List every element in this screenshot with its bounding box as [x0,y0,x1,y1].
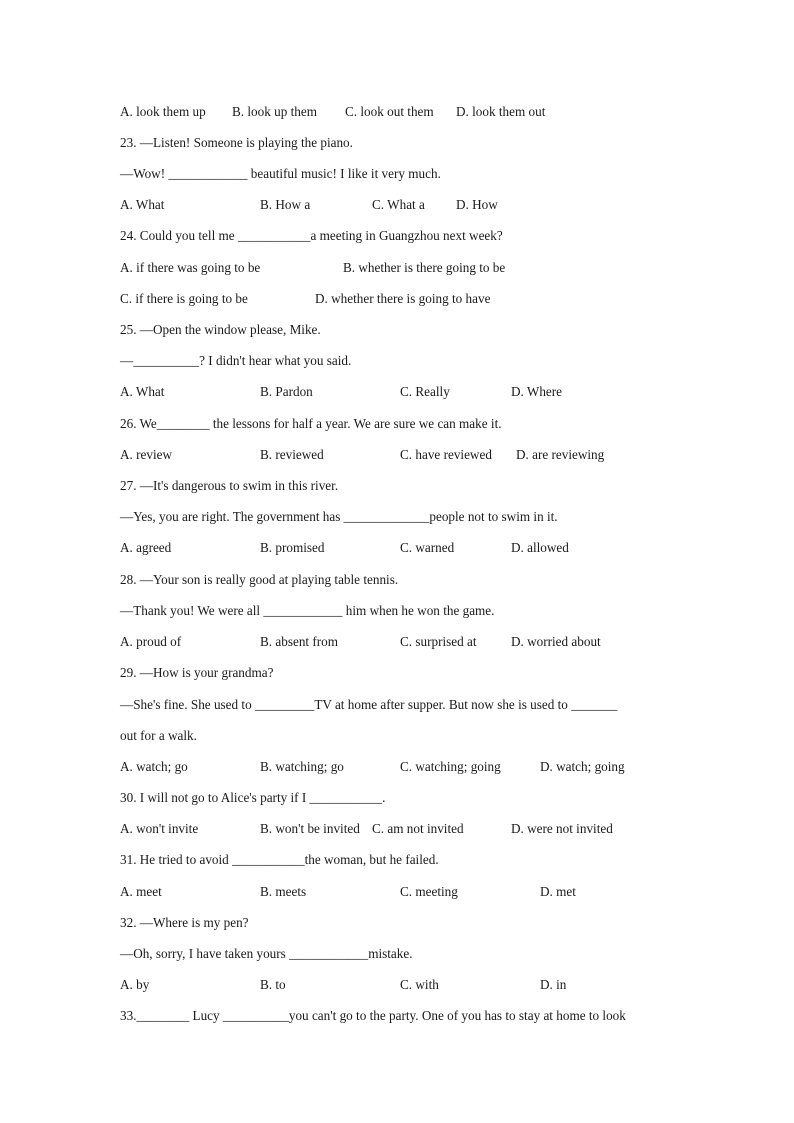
answer-option: A. won't invite [120,821,199,836]
answer-option: D. worried about [511,634,601,649]
answer-option: B. look up them [232,104,317,119]
answer-option: B. Pardon [260,384,313,399]
question-text: —Wow! ____________ beautiful music! I like it very much. [120,166,441,181]
answer-option: C. meeting [400,884,458,899]
question-text: 25. —Open the window please, Mike. [120,322,321,337]
question-text: —She's fine. She used to _________TV at home after supper. But now she is used to _______ [120,697,618,712]
question-text: 33.________ Lucy __________you can't go to the party. One of you has to stay at home to look [120,1008,626,1023]
answer-option: A. What [120,197,165,212]
answer-option: B. reviewed [260,447,324,462]
question-text: 30. I will not go to Alice's party if I ___________. [120,790,386,805]
answer-option: A. review [120,447,172,462]
answer-option: D. watch; going [540,759,625,774]
answer-option: C. Really [400,384,450,399]
answer-option: B. promised [260,540,325,555]
answer-option: A. if there was going to be [120,260,261,275]
answer-option: A. look them up [120,104,206,119]
question-text: 28. —Your son is really good at playing table tennis. [120,572,399,587]
answer-option: D. met [540,884,576,899]
answer-option: C. look out them [345,104,434,119]
question-text: —Oh, sorry, I have taken yours ____________mistake. [120,946,413,961]
answer-option: B. whether is there going to be [343,260,506,275]
answer-option: A. proud of [120,634,182,649]
question-text: 31. He tried to avoid ___________the woman, but he failed. [120,852,439,867]
answer-option: A. by [120,977,150,992]
question-text: 26. We________ the lessons for half a year. We are sure we can make it. [120,416,502,431]
answer-option: A. watch; go [120,759,188,774]
answer-option: D. allowed [511,540,569,555]
answer-option: B. meets [260,884,307,899]
answer-option: D. are reviewing [516,447,605,462]
question-text: 27. —It's dangerous to swim in this river. [120,478,339,493]
answer-option: A. meet [120,884,162,899]
answer-option: C. if there is going to be [120,291,248,306]
question-text: 24. Could you tell me ___________a meeting in Guangzhou next week? [120,228,503,243]
question-text: 32. —Where is my pen? [120,915,249,930]
answer-option: D. look them out [456,104,546,119]
answer-option: C. am not invited [372,821,464,836]
answer-option: C. surprised at [400,634,477,649]
answer-option: C. watching; going [400,759,501,774]
question-text: —Yes, you are right. The government has _____________people not to swim in it. [120,509,558,524]
answer-option: C. warned [400,540,455,555]
answer-option: A. agreed [120,540,172,555]
answer-option: D. were not invited [511,821,613,836]
question-text: —__________? I didn't hear what you said. [120,353,352,368]
answer-option: A. What [120,384,165,399]
answer-option: B. absent from [260,634,339,649]
answer-option: B. How a [260,197,311,212]
answer-option: C. have reviewed [400,447,492,462]
answer-option: D. How [456,197,498,212]
question-text: 23. —Listen! Someone is playing the piano. [120,135,353,150]
answer-option: B. watching; go [260,759,344,774]
question-text: —Thank you! We were all ____________ him when he won the game. [120,603,495,618]
answer-option: B. to [260,977,286,992]
answer-option: C. What a [372,197,425,212]
answer-option: C. with [400,977,439,992]
question-text: 29. —How is your grandma? [120,665,274,680]
answer-option: D. in [540,977,567,992]
answer-option: D. whether there is going to have [315,291,491,306]
answer-option: D. Where [511,384,563,399]
question-text: out for a walk. [120,728,197,743]
answer-option: B. won't be invited [260,821,360,836]
